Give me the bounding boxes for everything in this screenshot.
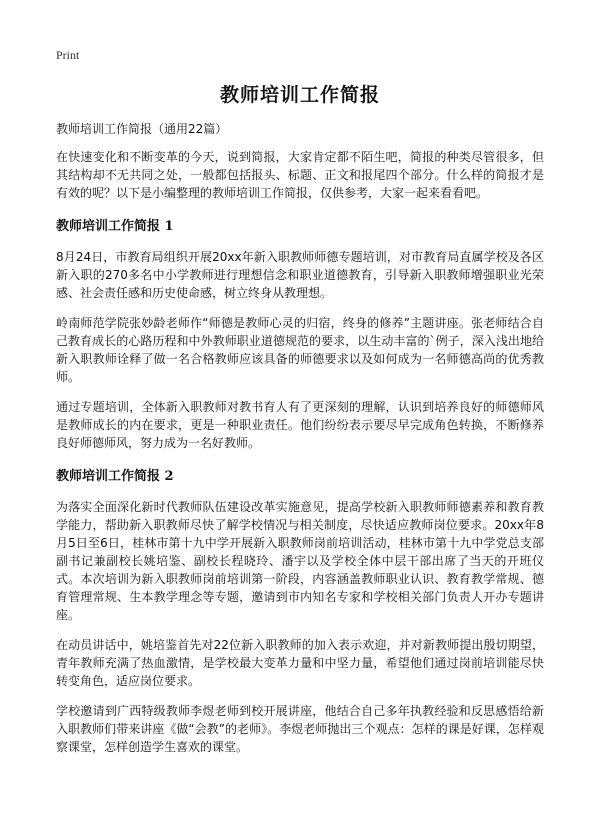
section-1-paragraph-1: 8月24日，市教育局组织开展20xx年新入职教师师德专题培训，对市教育局直属学校及各区新入职的270多名中小学教师进行理想信念和职业道德教育，引导新入职教师增强职业光荣感、社会责任感和历史使命感，树立终身从教理想。: [56, 250, 544, 300]
section-2-heading: 教师培训工作简报 2: [56, 469, 174, 484]
intro-paragraph: 在快速变化和不断变革的今天，说到简报，大家肯定都不陌生吧，简报的种类尽管很多，但其结构却不无共同之处，一般都包括报头、标题、正文和报尾四个部分。什么样的简报才是有效的呢？以下是小编整理的教师培训工作简报，仅供参考，大家一起来看看吧。: [56, 150, 544, 200]
section-1-heading: 教师培训工作简报 1: [56, 219, 174, 234]
document-body: [56, 120, 544, 768]
section-2-paragraph-3: 学校邀请到广西特级教师李煜老师到校开展讲座，他结合自己多年执教经验和反思感悟给新入职教师们带来讲座《做“会教”的老师》。李煜老师抛出三个观点：怎样的课是好课，怎样观察课堂，怎样创造学生喜欢的课堂。: [56, 704, 544, 754]
section-2-paragraph-2: 在动员讲话中，姚培鉴首先对22位新入职教师的加入表示欢迎，并对新教师提出殷切期望，青年教师充满了热血激情，是学校最大变革力量和中坚力量，希望他们通过岗前培训能尽快转变角色，适应岗位要求。: [56, 638, 544, 688]
document-subtitle: 教师培训工作简报（通用22篇）: [56, 122, 228, 136]
print-label: Print: [56, 48, 80, 62]
section-1-paragraph-3: 通过专题培训，全体新入职教师对教书育人有了更深刻的理解，认识到培养良好的师德师风是教师成长的内在要求，更是一种职业责任。他们纷纷表示要尽早完成角色转换，不断修养良好师德师风，努力成为一名好教师。: [56, 400, 544, 450]
section-1-paragraph-2: 岭南师范学院张妙龄老师作“师德是教师心灵的归宿，终身的修养”主题讲座。张老师结合自己教育成长的心路历程和中外教师职业道德规范的要求，以生动丰富的`例子，深入浅出地给新入职教师诠释了做一名合格教师应该具备的师德要求以及如何成为一名师德高尚的优秀教师。: [56, 316, 544, 384]
page-title: 教师培训工作简报: [219, 84, 380, 106]
section-2-paragraph-1: 为落实全面深化新时代教师队伍建设改革实施意见，提高学校新入职教师师德素养和教育教学能力，帮助新入职教师尽快了解学校情况与相关制度，尽快适应教师岗位要求。20xx年8月5日至6日，桂林市第十九中学开展新入职教师岗前培训活动，桂林市第十九中学党总支部副书记兼副校长姚培鉴、副校长程晓玲、潘宇以及学校全体中层干部出席了当天的开班仪式。本次培训为新入职教师岗前培训第一阶段，内容涵盖教师职业认识、教育教学常规、德育管理常规、生本教学理念等专题，邀请到市内知名专家和学校相关部门负责人开办专题讲座。: [56, 500, 544, 622]
